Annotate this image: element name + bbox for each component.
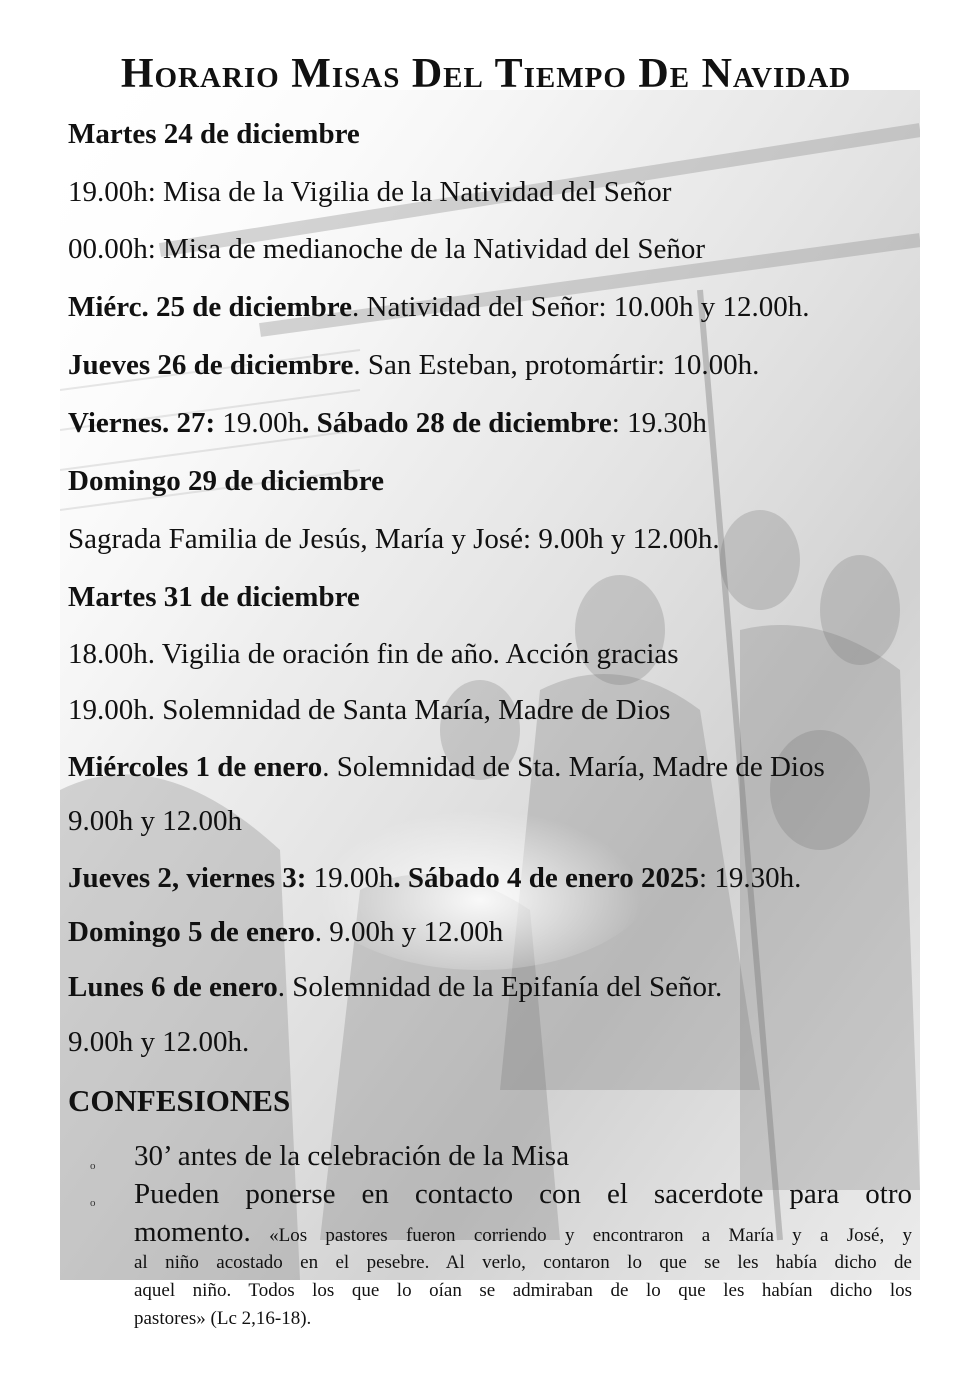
- gospel-quote-line-3: aquel niño. Todos los que lo oían se admiraban de lo que les habían dicho los: [134, 1280, 912, 1301]
- day-heading-sat-4: . Sábado 4 de enero 2025: [393, 862, 700, 894]
- confesiones-heading: CONFESIONES: [68, 1083, 291, 1118]
- schedule-line-mon-6: [68, 969, 722, 1005]
- day-heading-sun-5: Domingo 5 de enero: [68, 916, 315, 948]
- schedule-line-times-1: 9.00h y 12.00h: [68, 805, 242, 837]
- day-heading-wed-25: Miérc. 25 de diciembre: [68, 291, 353, 323]
- confesiones-item-1: 30’ antes de la celebración de la Misa: [134, 1140, 570, 1172]
- schedule-time-sat-4: : 19.30h.: [699, 862, 802, 894]
- day-heading-thu-26: Jueves 26 de diciembre: [68, 349, 354, 381]
- day-heading-wed-1: Miércoles 1 de enero: [68, 751, 323, 783]
- day-heading-tue-31: Martes 31 de diciembre: [68, 581, 360, 613]
- day-heading-tue-24: Martes 24 de diciembre: [68, 118, 360, 150]
- schedule-time-thu-fri: 19.00h: [306, 862, 394, 894]
- schedule-line-solemnidad-31: 19.00h. Solemnidad de Santa María, Madre de Dios: [68, 694, 671, 726]
- schedule-detail-wed-25: . Natividad del Señor: 10.00h y 12.00h.: [352, 291, 810, 323]
- gospel-quote-start: «Los pastores fueron corriendo y encontraron a María y a José, y: [250, 1225, 912, 1246]
- schedule-line-medianoche: 00.00h: Misa de medianoche de la Natividad del Señor: [68, 233, 706, 265]
- day-heading-fri-27: Viernes. 27:: [68, 407, 216, 439]
- schedule-line-sun-5: [68, 914, 503, 950]
- confesiones-item-2-line-2: [134, 1214, 912, 1254]
- schedule-line-thu-26: [68, 347, 759, 383]
- schedule-line-thu-fri-sat: [68, 860, 801, 896]
- gospel-quote-line-4: pastores» (Lc 2,16-18).: [134, 1308, 312, 1329]
- day-heading-thu-2-fri-3: Jueves 2, viernes 3:: [68, 862, 307, 894]
- schedule-line-wed-25: [68, 289, 810, 325]
- day-heading-sat-28: . Sábado 28 de diciembre: [302, 407, 612, 439]
- schedule-line-fri-sat: [68, 405, 707, 441]
- page-title: Horario Misas Del Tiempo De Navidad: [120, 51, 852, 97]
- bullet-icon: o: [90, 1160, 96, 1172]
- schedule-detail-mon-6: . Solemnidad de la Epifanía del Señor.: [277, 971, 723, 1003]
- day-heading-sun-29: Domingo 29 de diciembre: [68, 465, 385, 497]
- schedule-line-sagrada-familia: Sagrada Familia de Jesús, María y José: 9.00h y 12.00h.: [68, 523, 720, 555]
- schedule-time-sat-28: : 19.30h: [611, 407, 707, 439]
- day-heading-mon-6: Lunes 6 de enero: [68, 971, 278, 1003]
- schedule-line-times-6: 9.00h y 12.00h.: [68, 1026, 250, 1058]
- schedule-line-vigilia-fin-ano: 18.00h. Vigilia de oración fin de año. Acción gracias: [68, 638, 679, 670]
- schedule-detail-thu-26: . San Esteban, protomártir: 10.00h.: [353, 349, 760, 381]
- schedule-time-fri-27: 19.00h: [215, 407, 303, 439]
- bullet-icon: o: [90, 1197, 96, 1209]
- confesiones-momento: momento.: [134, 1216, 251, 1248]
- confesiones-item-2-line-1: Pueden ponerse en contacto con el sacerdote para otro: [134, 1178, 912, 1210]
- gospel-quote-line-2: al niño acostado en el pesebre. Al verlo, contaron lo que se les había dicho de: [134, 1252, 912, 1273]
- schedule-line-wed-1: [68, 749, 825, 785]
- schedule-line-vigilia: 19.00h: Misa de la Vigilia de la Natividad del Señor: [68, 176, 672, 208]
- schedule-detail-sun-5: . 9.00h y 12.00h: [314, 916, 504, 948]
- schedule-detail-wed-1: . Solemnidad de Sta. María, Madre de Dios: [322, 751, 825, 783]
